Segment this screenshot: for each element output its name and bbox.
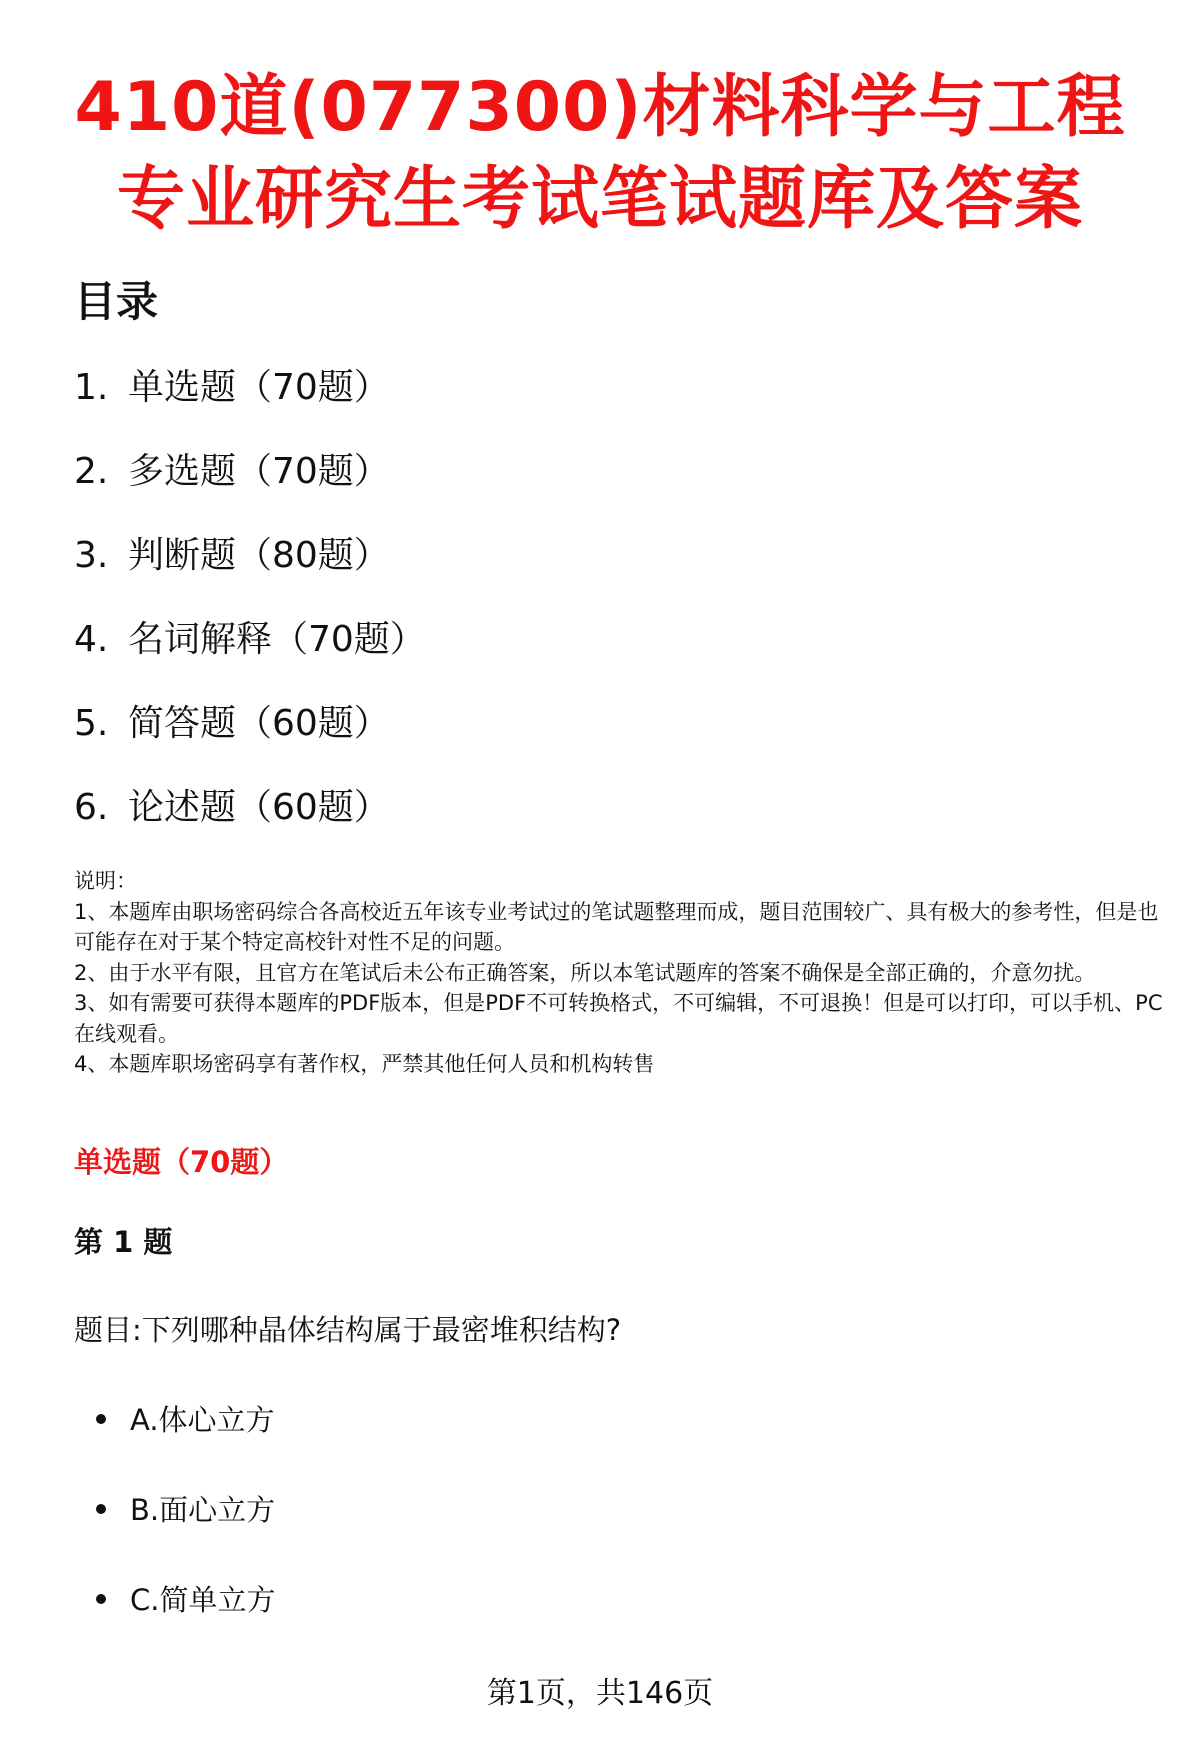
toc-item: [74, 612, 426, 696]
page-footer: 第1页，共146页: [486, 1676, 714, 1711]
toc-item-label: 单选题（70题）: [128, 367, 390, 408]
toc-item-label: 多选题（70题）: [128, 451, 390, 492]
toc-item-label: 名词解释（70题）: [128, 619, 426, 660]
toc-item: [74, 696, 426, 780]
toc-item-number: 5.: [74, 703, 109, 744]
section-heading: 单选题（70题）: [74, 1145, 289, 1179]
question-text: 题目:下列哪种晶体结构属于最密堆积结构?: [74, 1313, 622, 1347]
document-title: 410道(077300)材料科学与工程专业研究生考试笔试题库及答案: [74, 68, 1126, 239]
toc-heading: 目录: [74, 277, 159, 326]
toc-item-number: 3.: [74, 535, 109, 576]
toc-item: [74, 780, 426, 864]
notes-heading: 说明：: [74, 869, 137, 893]
answer-option-label: C.简单立方: [130, 1583, 276, 1617]
toc-item-number: 4.: [74, 619, 109, 660]
toc-item-number: 2.: [74, 451, 109, 492]
toc-item: [74, 444, 426, 528]
bullet-icon: [96, 1594, 106, 1604]
toc-item-label: 论述题（60题）: [128, 787, 390, 828]
toc-item: [74, 528, 426, 612]
bullet-icon: [96, 1504, 106, 1514]
notes-line: 2、由于水平有限，且官方在笔试后未公布正确答案，所以本笔试题库的答案不确保是全部正确的，介意勿扰。: [74, 960, 1096, 985]
toc-item-number: 6.: [74, 787, 109, 828]
toc-item: [74, 360, 426, 444]
toc-list: [74, 360, 426, 864]
answer-option: [96, 1579, 275, 1669]
answer-option: [96, 1399, 275, 1489]
answer-options: [96, 1399, 275, 1669]
answer-option: [96, 1489, 275, 1579]
answer-option-label: B.面心立方: [130, 1493, 276, 1527]
notes-block: [74, 866, 1164, 1080]
notes-line: 1、本题库由职场密码综合各高校近五年该专业考试过的笔试题整理而成，题目范围较广、具有极大的参考性，但是也可能存在对于某个特定高校针对性不足的问题。: [74, 899, 1159, 954]
notes-line: 4、本题库职场密码享有著作权，严禁其他任何人员和机构转售: [74, 1052, 655, 1076]
toc-item-label: 简答题（60题）: [128, 703, 390, 744]
toc-item-label: 判断题（80题）: [128, 535, 390, 576]
notes-line: 3、如有需要可获得本题库的PDF版本，但是PDF不可转换格式，不可编辑，不可退换！但是可以打印，可以手机、PC在线观看。: [74, 991, 1163, 1046]
question-label: 第 1 题: [74, 1225, 173, 1259]
answer-option-label: A.体心立方: [130, 1403, 275, 1437]
bullet-icon: [96, 1414, 106, 1424]
toc-item-number: 1.: [74, 367, 109, 408]
